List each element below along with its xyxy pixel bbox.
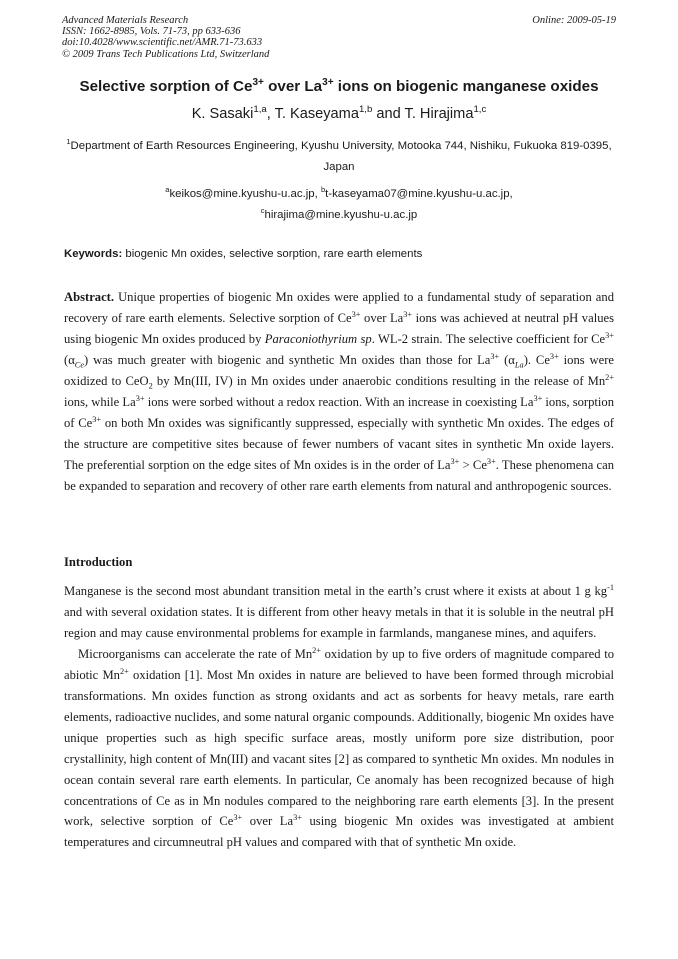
abstract-label: Abstract.	[64, 290, 115, 304]
keywords: Keywords: biogenic Mn oxides, selective sorption, rare earth elements	[64, 248, 423, 260]
author-list: K. Sasaki$^{1,a}$, T. Kaseyama$^{1,b}$ and T. Hirajima$^{1,c}$	[191, 104, 487, 122]
abstract: Abstract. Unique properties of biogenic Mn oxides were applied to a fundamental study of separation and recovery of rare earth elements. Selective sorption of $Ce^{3+}$ over $La^{3+}$ ions was achieved at neutral pH values using biogenic Mn oxides produced by Paraconiothyrium sp. WL-2 strain. The selective coefficient for $Ce^{3+}$ $(\alpha_{Ce})$ was much greater with biogenic and synthetic Mn oxides than those for $La^{3+}$ $(\alpha_{La})$. $Ce^{3+}$ ions were oxidized to CeO$_2$ by Mn(III, IV) in Mn oxides under anaerobic conditions resulting in the release of $Mn^{2+}$ ions, while $La^{3+}$ ions were sorbed without a redox reaction. With an increase in coexisting $La^{3+}$ ions, sorption of $Ce^{3+}$ on both Mn oxides was significantly suppressed, especially with synthetic Mn oxides. The edges of the structure are competitive sites because of fewer numbers of vacant sites in synthetic Mn oxide layers. The preferential sorption on the edge sites of Mn oxides is in the order of $La^{3+} > Ce^{3+}$. These phenomena can be expanded to separation and recovery of other rare earth elements from natural and anthropogenic sources.	[64, 290, 615, 493]
doi-line: doi:10.4028/www.scientific.net/AMR.71-73.633	[62, 37, 263, 49]
intro-paragraph: Microorganisms can accelerate the rate of $Mn^{2+}$ oxidation by up to five orders of magnitude compared to abiotic $Mn^{2+}$ oxidation [1]. Most Mn oxides in nature are believed to have been formed through microbial transformations. Mn oxides function as strong oxidants and act as sorbents for heavy metals, rare earth elements, radioactive nuclides, and some natural organic compounds. Additionally, biogenic Mn oxides have unique properties such as high specific surface areas, mostly uniform pore size distribution, poor crystallinity, high content of Mn(III) and vacant sites [2] as compared to synthetic Mn oxides. Mn nodules in ocean contain several rare earth elements. In particular, Ce anomaly has been recognized because of high concentrations of Ce as in Mn nodules compared to the neighboring rare earth elements [3]. In the present work, selective sorption of $Ce^{3+}$ over $La^{3+}$ using biogenic Mn oxides was investigated at ambient temperatures and circumneutral pH values and compared with that of synthetic Mn oxide.	[64, 645, 615, 850]
journal-header	[62, 15, 616, 60]
introduction-body	[64, 581, 614, 853]
affiliation: $^1$Department of Earth Resources Engineering, Kyushu University, Motooka 744, Nishiku, Fukuoka 819-0395, Japan	[66, 137, 612, 173]
intro-paragraph: Manganese is the second most abundant transition metal in the earth’s crust where it exists at about 1 g $kg^{-1}$ and with several oxidation states. It is different from other heavy metals in that it is soluble in the neutral pH region and may cause environmental problems for example in farmlands, manganese mines, and aquifers.	[64, 582, 614, 640]
author-emails: $^a$keikos@mine.kyushu-u.ac.jp, $^b$t-kaseyama07@mine.kyushu-u.ac.jp, $^c$hirajima@mine.kyushu-u.ac.jp	[165, 185, 513, 221]
copyright-line: © 2009 Trans Tech Publications Ltd, Switzerland	[62, 48, 270, 60]
issn-line: ISSN: 1662-8985, Vols. 71-73, pp 633-636	[62, 26, 241, 38]
journal-name: Advanced Materials Research	[62, 15, 189, 26]
online-date: Online: 2009-05-19	[532, 15, 616, 26]
section-heading-introduction: Introduction	[64, 555, 133, 569]
paper-title: Selective sorption of $Ce^{3+}$ over $La^{3+}$ ions on biogenic manganese oxides	[79, 76, 599, 95]
keywords-label: Keywords:	[64, 248, 123, 260]
